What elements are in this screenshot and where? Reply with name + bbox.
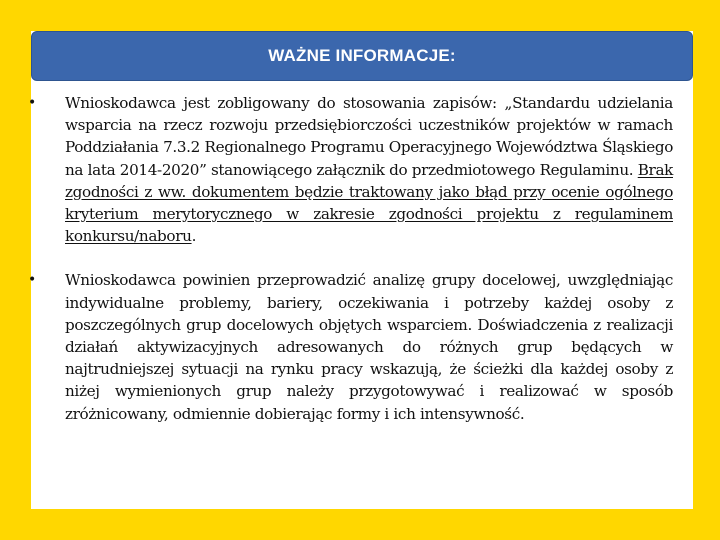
item-1-text-end: . [191,227,197,246]
bullet-icon: • [28,95,36,111]
bullet-item-2 [28,269,673,424]
item-1-text: Wnioskodawca jest zobligowany do stosowania zapisów: „Standardu udzielania wsparcia na rzecz rozwoju przedsiębiorczości uczestników projektów w ramach Poddziałania 7.3.2 Regionalnego Programu Operacyjnego Województwa Śląskiego na lata 2014-2020” stanowiącego załącznik do przedmiotowego Regulaminu. [65,94,673,179]
header-banner [31,31,693,81]
bullet-item-1 [28,92,673,247]
header-title: WAŻNE INFORMACJE: [268,46,456,65]
item-2-text: Wnioskodawca powinien przeprowadzić analizę grupy docelowej, uwzględniając indywidualne problemy, bariery, oczekiwania i potrzeby każdej osoby z poszczególnych grup docelowych objętych wsparciem. Doświadczenia z realizacji działań aktywizacyjnych adresowanych do różnych grup będących w najtrudniejszej sytuacji na rynku pracy wskazują, że ścieżki dla każdej osoby z niżej wymienionych grup należy przygotowywać i realizować w sposób zróżnicowany, odmiennie dobierając formy i ich intensywność. [65,271,673,423]
item-1-underlined-text: Brak zgodności z ww. dokumentem będzie traktowany jako błąd przy ocenie ogólnego kryterium merytorycznego w zakresie zgodności projektu z regulaminem konkursu/naboru [65,160,673,246]
bullet-icon: • [28,272,36,289]
bullet-list [28,92,693,425]
